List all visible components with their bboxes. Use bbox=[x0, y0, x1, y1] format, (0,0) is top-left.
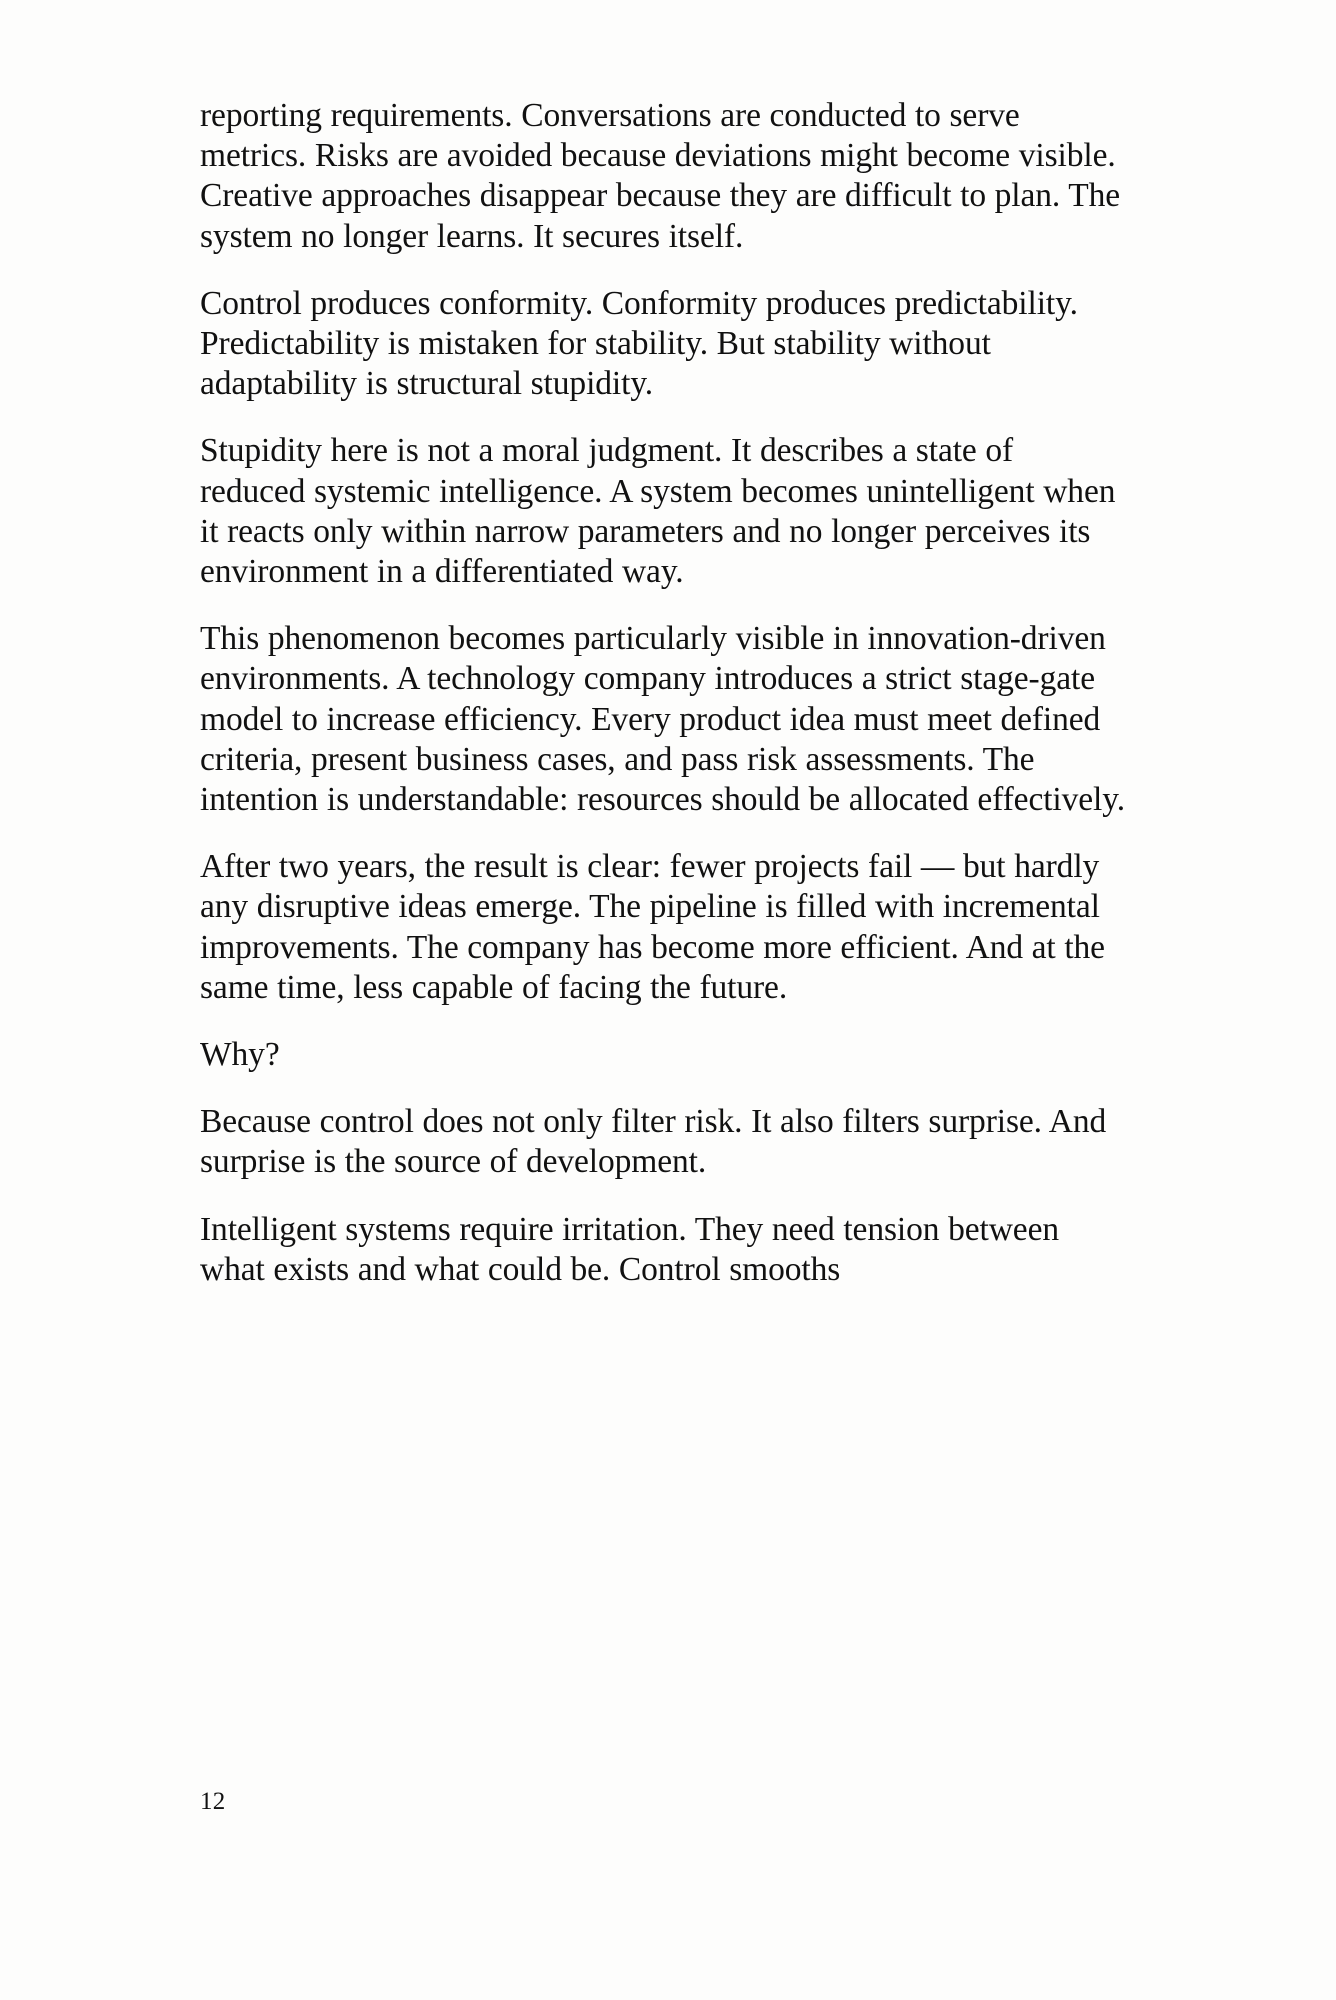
paragraph: This phenomenon becomes particularly visible in innovation-driven environments. A technology company introduces a strict stage-gate model to increase efficiency. Every product idea must meet defined criteria, present business cases, and pass risk assessments. The intention is understandable: resources should be allocated effectively. bbox=[200, 620, 1126, 819]
paragraph: reporting requirements. Conversations are conducted to serve metrics. Risks are avoided because deviations might become visible. Creative approaches disappear because they are difficult to plan. The system no longer learns. It secures itself. bbox=[200, 97, 1121, 255]
paragraph: After two years, the result is clear: fewer projects fail — but hardly any disruptive ideas emerge. The pipeline is filled with incremental improvements. The company has become more efficient. And at the same time, less capable of facing the future. bbox=[200, 848, 1105, 1006]
paragraph: Control produces conformity. Conformity produces predictability. Predictability is mistaken for stability. But stability without adaptability is structural stupidity. bbox=[200, 284, 1078, 403]
paragraph: Stupidity here is not a moral judgment. It describes a state of reduced systemic intelligence. A system becomes unintelligent when it reacts only within narrow parameters and no longer perceives its environment in a differentiated way. bbox=[200, 432, 1116, 591]
body-text-block bbox=[200, 96, 1125, 1290]
paragraph: Why? bbox=[200, 1036, 280, 1074]
paragraph: Because control does not only filter risk. It also filters surprise. And surprise is the source of development. bbox=[200, 1103, 1107, 1181]
paragraph: Intelligent systems require irritation. They need tension between what exists and what could be. Control smooths bbox=[200, 1210, 1059, 1288]
page-number: 12 bbox=[200, 1788, 226, 1815]
